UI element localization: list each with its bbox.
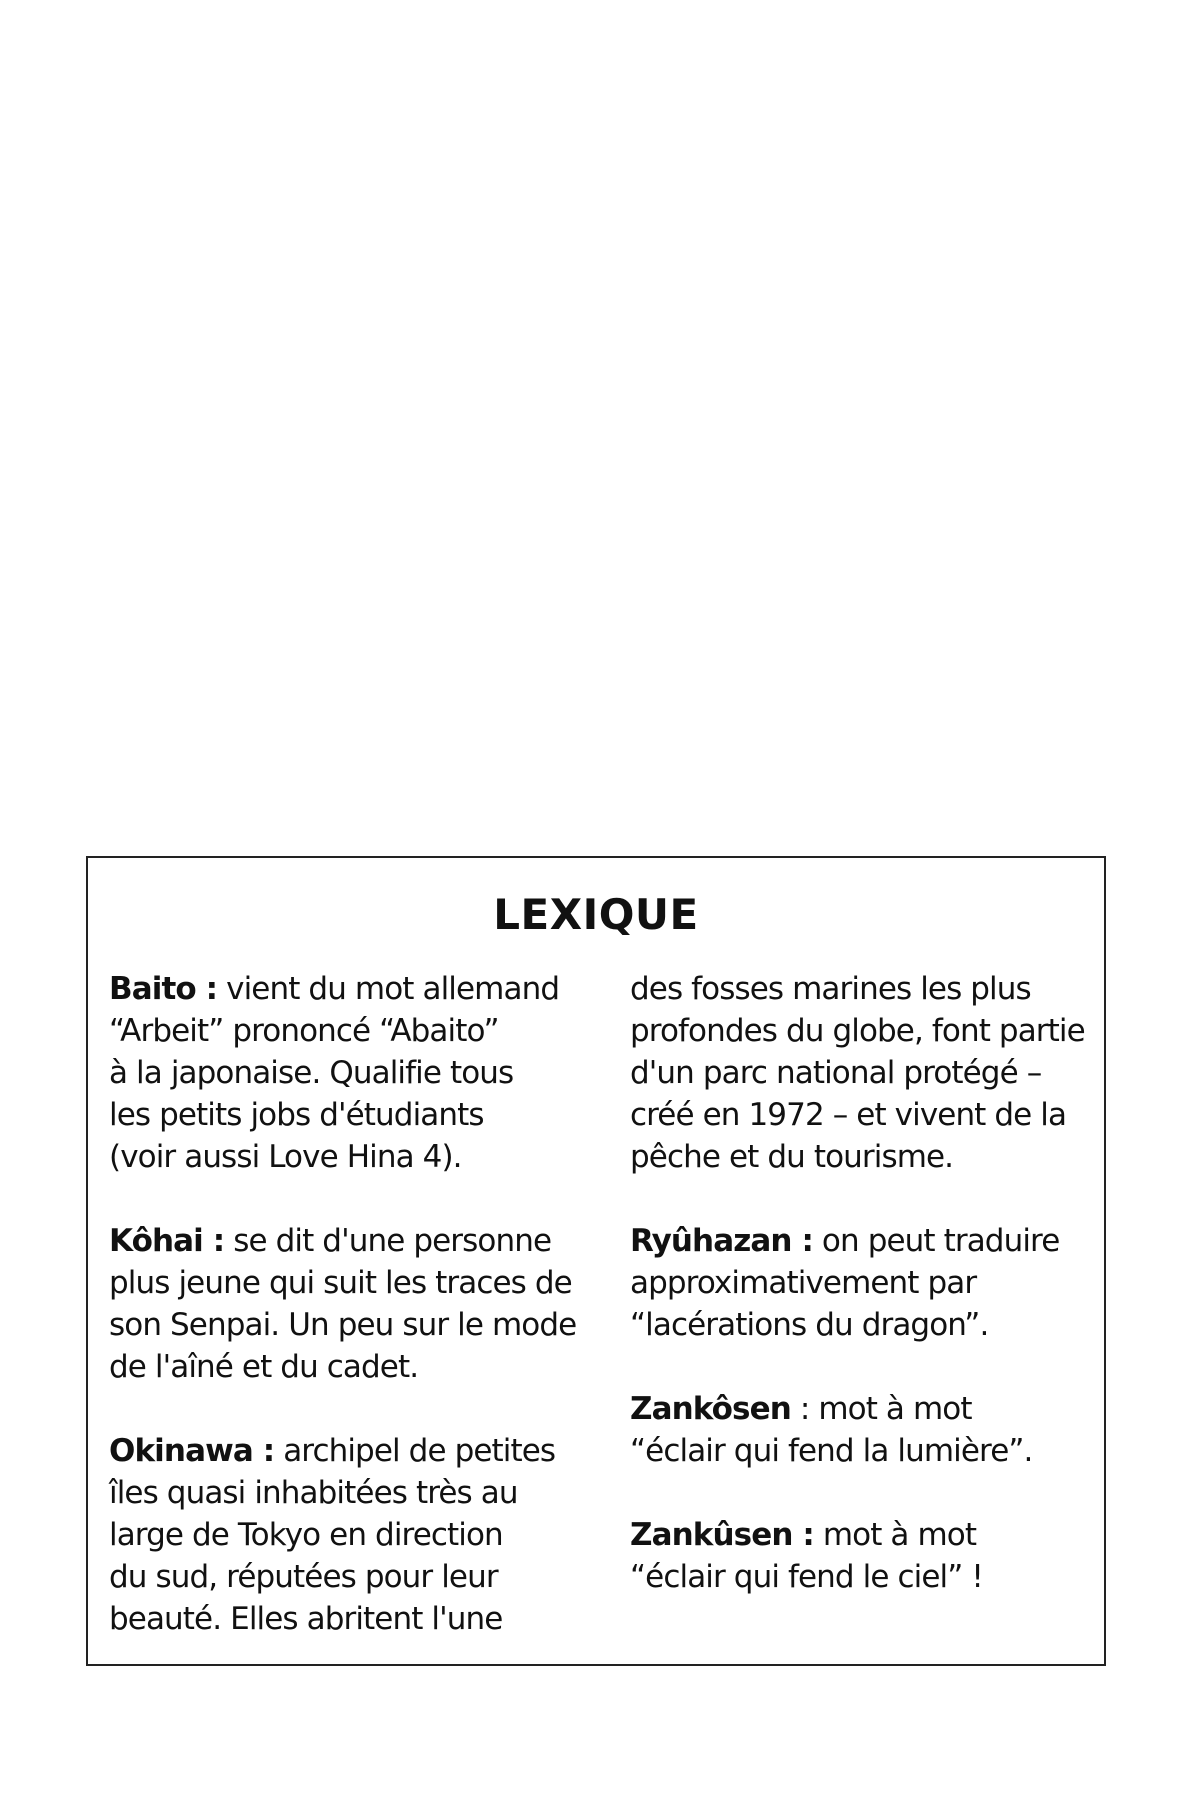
entry-line: beauté. Elles abritent l'une — [109, 1601, 503, 1637]
entry-line: “Arbeit” prononcé “Abaito” — [109, 1013, 499, 1049]
entry-line: “éclair qui fend la lumière”. — [630, 1433, 1033, 1469]
lexique-title: LEXIQUE — [493, 890, 699, 939]
entry-line: “lacérations du dragon”. — [630, 1307, 989, 1343]
entry-text: mot à mot — [813, 1517, 977, 1553]
lexique-box — [86, 856, 1106, 1666]
entry-line: pêche et du tourisme. — [630, 1139, 954, 1175]
entry-line: les petits jobs d'étudiants — [109, 1097, 484, 1133]
entry-line: son Senpai. Un peu sur le mode — [109, 1307, 577, 1343]
entry-line: (voir aussi Love Hina 4). — [109, 1139, 462, 1175]
lexique-entry-zankusen — [630, 1514, 1100, 1598]
entry-term: Zankôsen — [630, 1391, 791, 1427]
lexique-entry-okinawa-continued — [630, 968, 1100, 1178]
lexique-entry-zankosen — [630, 1388, 1100, 1472]
lexique-left-column — [109, 968, 589, 1640]
lexique-right-column — [630, 968, 1100, 1598]
entry-text: archipel de petites — [274, 1433, 556, 1469]
entry-line: plus jeune qui suit les traces de — [109, 1265, 572, 1301]
entry-term: Ryûhazan : — [630, 1223, 813, 1259]
entry-text: : mot à mot — [790, 1391, 972, 1427]
lexique-entry-kohai — [109, 1220, 589, 1388]
entry-term: Kôhai : — [109, 1223, 225, 1259]
entry-term: Zankûsen : — [630, 1517, 814, 1553]
entry-line: “éclair qui fend le ciel” ! — [630, 1559, 983, 1595]
entry-line — [109, 1220, 589, 1262]
entry-line: îles quasi inhabitées très au — [109, 1475, 518, 1511]
entry-text: se dit d'une personne — [224, 1223, 552, 1259]
entry-line: créé en 1972 – et vivent de la — [630, 1097, 1067, 1133]
entry-line — [109, 968, 589, 1010]
lexique-entry-ryuhazan — [630, 1220, 1100, 1346]
entry-line: large de Tokyo en direction — [109, 1517, 503, 1553]
entry-term: Okinawa : — [109, 1433, 275, 1469]
entry-line: approximativement par — [630, 1265, 977, 1301]
entry-line: d'un parc national protégé – — [630, 1055, 1042, 1091]
entry-text: on peut traduire — [812, 1223, 1060, 1259]
entry-line — [630, 1220, 1100, 1262]
entry-line — [109, 1430, 589, 1472]
entry-line: de l'aîné et du cadet. — [109, 1349, 419, 1385]
entry-line — [630, 1514, 1100, 1556]
entry-line — [630, 1388, 1100, 1430]
entry-line: profondes du globe, font partie — [630, 1013, 1085, 1049]
entry-line: à la japonaise. Qualifie tous — [109, 1055, 514, 1091]
entry-line: des fosses marines les plus — [630, 971, 1031, 1007]
entry-line: du sud, réputées pour leur — [109, 1559, 498, 1595]
lexique-entry-baito — [109, 968, 589, 1178]
entry-term: Baito : — [109, 971, 218, 1007]
entry-text: vient du mot allemand — [217, 971, 560, 1007]
lexique-entry-okinawa — [109, 1430, 589, 1640]
